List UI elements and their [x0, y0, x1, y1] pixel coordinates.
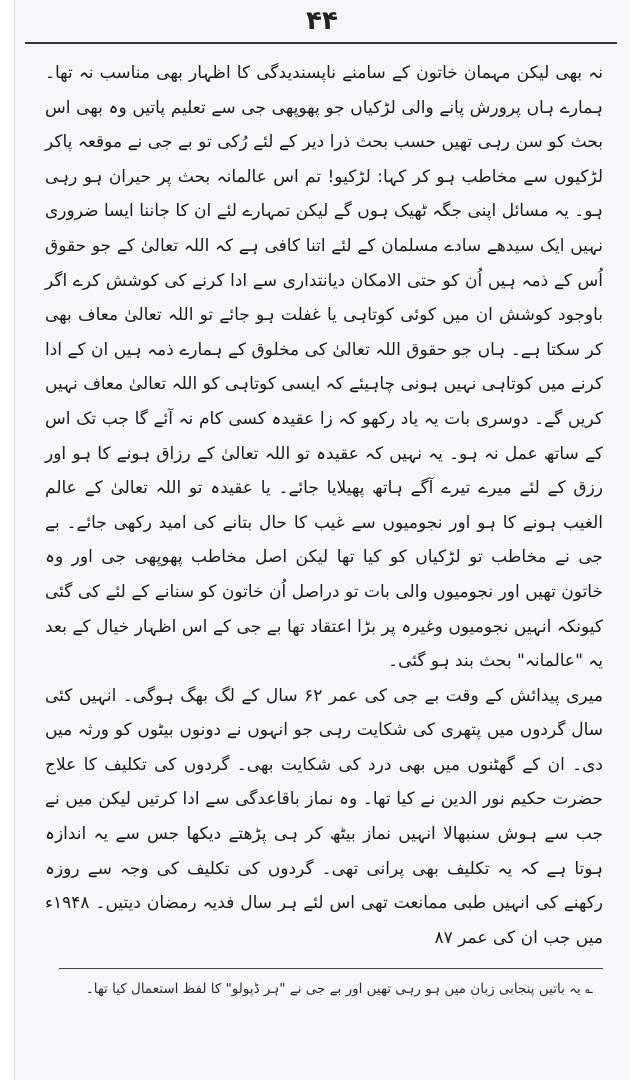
- paragraph-2: [45, 679, 603, 956]
- text-line: میری پیدائش کے وقت بے جی کی عمر ۶۲ سال کے لگ بھگ ہوگی۔ انہیں کئی سال: [45, 685, 603, 741]
- text-line: خاتون کو سنانے کے لئے کی گئی کیونکہ انہیں نجومیوں وغیرہ پر بڑا اعتقاد تھا بے جی کے اس: [45, 581, 603, 637]
- paragraph-1: [45, 56, 603, 679]
- header-rule: [25, 42, 617, 44]
- text-line: جو حقوق اللہ تعالیٰ کی مخلوق کے ہمارے ذمہ ہیں ان کے ادا کرنے میں کوتاہی نہیں ہونی چاہیئے: [45, 339, 603, 395]
- text-line: ہونے کا ہو اور نجومیوں سے غیب کا حال بتانے کی امید رکھی جائے۔ بے جی نے مخاطب تو لڑکیاں: [45, 512, 604, 568]
- text-line: حسب بحث ذرا دیر کے لئے رُکی تو بے جی نے موقعہ پاکر لڑکیوں سے مخاطب ہو کر کہا:: [45, 132, 603, 187]
- text-line: جس سے یہ اندازہ ہوتا ہے کہ یہ تکلیف بھی پرانی تھی۔ گردوں کی تکلیف کی وجہ سے روزہ رکھنے: [45, 824, 603, 914]
- footnote-line: ؎ یہ باتیں پنجابی زبان میں ہو رہی تھیں اور بے جی نے "ہر ڈپولو": [221, 981, 593, 997]
- text-line: اگر باوجود کوشش ان میں کوئی کوتاہی یا غفلت ہو جائے تو اللہ تعالیٰ معاف بھی کر سکتا ہے۔ ہاں: [45, 270, 603, 360]
- text-line: کی انہیں طبی ممانعت تھی اس لئے ہر سال فدیہ رمضان دیتیں۔ ۱۹۴۸ء میں جب ان کی عمر ۸۷: [45, 893, 603, 948]
- text-line: میں بھی درد کی شکایت بھی۔ گردوں کی تکلیف کا علاج حضرت حکیم نور الدین نے کیا تھا۔ وہ نماز: [45, 754, 603, 810]
- text-line: گردوں میں پتھری کی شکایت رہی جو انہوں نے دونوں بیٹوں کو ورثہ میں دی۔ ان کے گھٹنوں: [45, 720, 604, 775]
- text-line: باقاعدگی سے ادا کرتیں لیکن میں نے جب سے ہوش سنبھالا انہیں نماز بیٹھ کر ہی پڑھتے دیکھا: [45, 789, 604, 845]
- book-page: [14, 0, 629, 1080]
- text-line: ہو اور رزق کے لئے میرے تیرے آگے ہاتھ پھیلایا جائے۔ یا عقیدہ تو اللہ تعالیٰ کے عالم الغیب: [45, 443, 603, 533]
- text-line: پرورش پانے والی لڑکیاں جو پھوپھی جی سے تعلیم پاتیں وہ بھی اس بحث کو سن رہی تھیں: [45, 97, 603, 153]
- text-line: اظہار خیال کے بعد یہ "عالمانہ" بحث بند ہو گئی۔: [45, 616, 603, 672]
- text-line: آئے گا جب تک اس کے ساتھ عمل نہ ہو۔ یہ نہیں کہ عقیدہ تو اللہ تعالیٰ کے رزاق ہونے کا: [45, 408, 604, 464]
- footnote-rule: [59, 968, 603, 969]
- text-line: کہ ایسی کوتاہی کو اللہ تعالیٰ معاف نہیں کریں گے۔ دوسری بات یہ یاد رکھو کہ زا عقیدہ کسی کام نہ: [45, 374, 603, 429]
- footnote-text: [75, 976, 593, 1002]
- text-line: کو کیا تھا لیکن اصل مخاطب پھوپھی جی اور وہ خاتون تھیں اور نجومیوں والی بات تو دراصل اُن: [45, 547, 603, 602]
- footnote: [75, 976, 593, 1002]
- text-line: ان کا جاننا ایسا ضروری نہیں ایک سیدھے سادے مسلمان کے لئے اتنا کافی ہے کہ اللہ تعالیٰ: [45, 201, 603, 256]
- text-line: نہ بھی لیکن مہمان خاتون کے سامنے ناپسندیدگی کا اظہار بھی مناسب نہ تھا۔ ہمارے ہاں: [45, 63, 603, 118]
- page-number: ۴۴: [306, 6, 338, 36]
- text-line: کے جو حقوق اُس کے ذمہ ہیں اُن کو حتی الامکان دیانتداری سے ادا کرنے کی کوشش کرے: [45, 235, 603, 291]
- footnote-line: کا لفظ استعمال کیا تھا۔: [85, 981, 222, 997]
- body-text: [45, 56, 603, 955]
- text-line: لڑکیو! تم اس عالمانہ بحث پر حیران ہو رہی ہو۔ یہ مسائل اپنی جگہ ٹھیک ہوں گے لیکن تمہارے لئے: [45, 166, 603, 222]
